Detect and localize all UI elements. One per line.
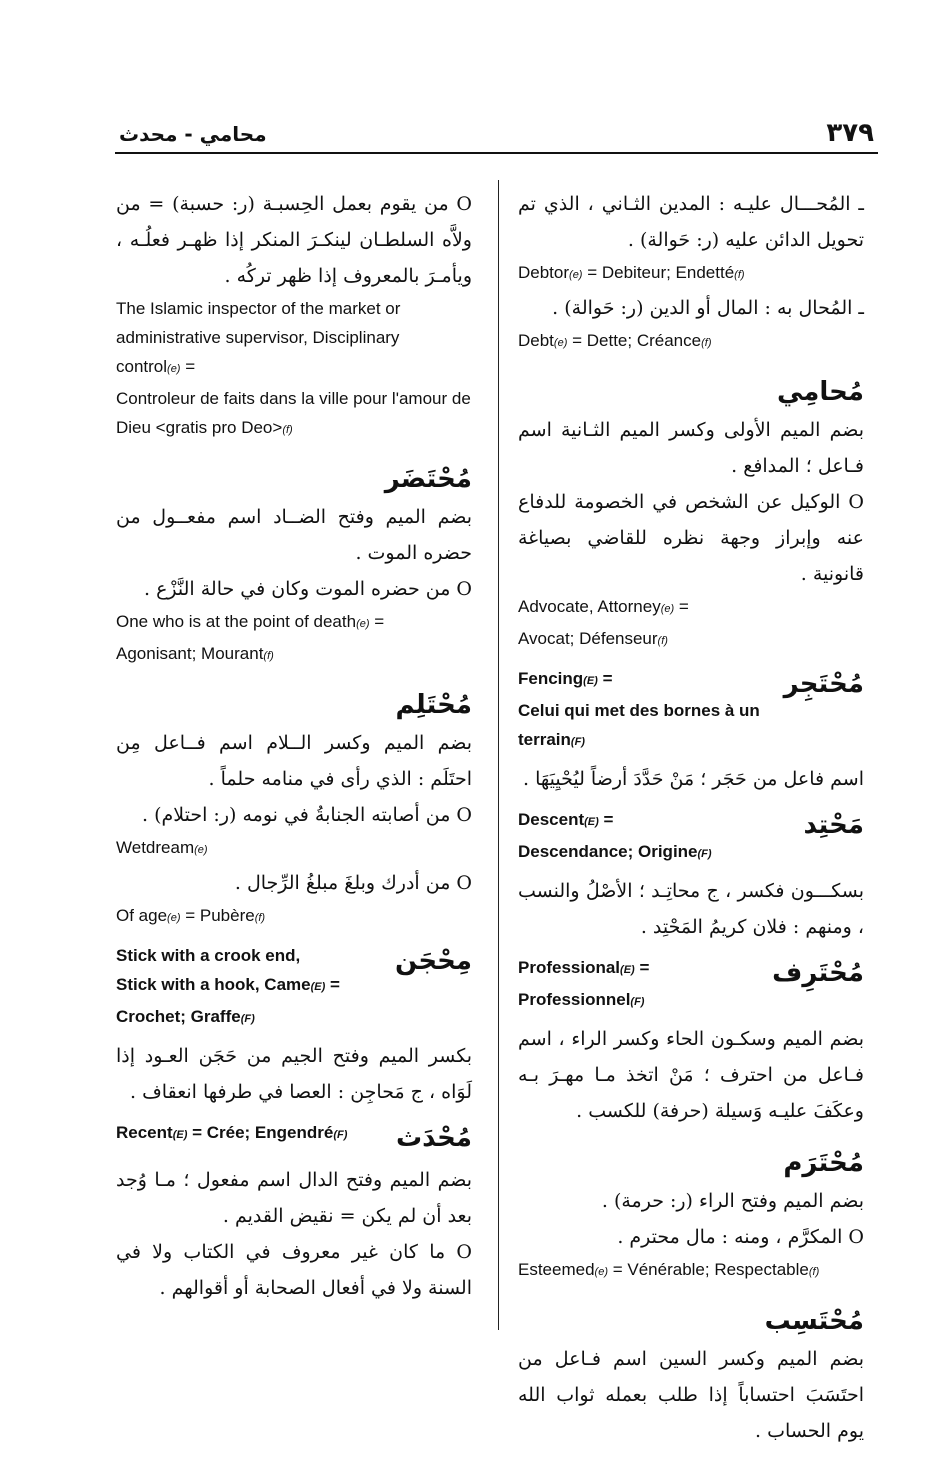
english-gloss — [116, 384, 472, 445]
arabic-definition: O ما كان غير معروف في الكتاب ولا في السنة ولا في أفعال الصحابة أو أقوالهم . — [116, 1241, 472, 1299]
english-gloss — [116, 352, 472, 384]
gloss-text: Stick with a hook, Came — [116, 975, 311, 994]
language-tag: (E) — [584, 816, 599, 828]
gloss-text: Professionnel — [518, 990, 631, 1009]
headword: مُحْتَرِف — [772, 958, 864, 988]
arabic-definition: بسكـــون فكسر ، ج محاتِـد ؛ الأصْلُ والنسب ، ومنهم : فلان كريمُ المَحْتِد . — [518, 880, 864, 938]
english-gloss — [518, 326, 864, 358]
english-gloss — [518, 985, 772, 1017]
left-column — [116, 186, 472, 1306]
english-gloss — [116, 607, 472, 639]
english-gloss — [518, 592, 864, 624]
headword: مُحْتَرَم — [783, 1148, 864, 1178]
language-tag: (e) — [167, 363, 181, 375]
english-gloss-block — [116, 941, 395, 1034]
english-gloss — [116, 639, 472, 671]
language-tag: (e) — [594, 1266, 608, 1278]
headword: مُحامِي — [776, 377, 864, 407]
language-tag: (E) — [172, 1129, 188, 1141]
english-gloss — [518, 696, 784, 757]
headword: مُحْدَث — [396, 1123, 472, 1153]
gloss-text: = Dette; Créance — [567, 331, 702, 350]
gloss-text: The Islamic inspector of the market or administrative supervisor, Disciplinary — [116, 299, 401, 347]
english-gloss — [518, 805, 804, 837]
gloss-text: Controleur de faits dans la ville pour l'amour de Dieu <gratis pro Deo> — [116, 389, 471, 437]
arabic-definition: بضم الميم وكسر السين اسم فـاعل من احتَسَبَ احتساباً إذا طلب بعمله ثواب الله يوم الحساب . — [518, 1348, 864, 1442]
gloss-text: Wetdream — [116, 838, 195, 857]
language-tag: (e) — [167, 912, 181, 924]
arabic-definition: بكسر الميم وفتح الجيم من حَجَن العـود إذا لَوَاه ، ج مَحاجِن : العصا في طرفها انعقاف . — [116, 1045, 472, 1103]
language-tag: (F) — [697, 848, 712, 860]
headword: مَحْتِد — [803, 810, 864, 840]
language-tag: (f) — [263, 650, 274, 662]
gloss-text: Professional — [518, 958, 621, 977]
arabic-definition: اسم فاعل من حَجَر ؛ مَنْ حَدَّدَ أرضاً ليُحْيِيَهَا . — [522, 768, 864, 790]
gloss-text: Descent — [518, 810, 585, 829]
gloss-text: Advocate, Attorney — [518, 597, 661, 616]
english-gloss — [116, 1002, 395, 1034]
headword: مُحْتَلِم — [395, 690, 472, 720]
english-gloss — [518, 953, 772, 985]
gloss-text: = Vénérable; Respectable — [608, 1260, 809, 1279]
gloss-text: Celui qui met des bornes à un terrain — [518, 701, 760, 749]
english-gloss-block — [116, 1118, 396, 1150]
english-gloss — [518, 837, 804, 869]
column-divider — [498, 180, 499, 1330]
language-tag: (F) — [570, 736, 585, 748]
english-gloss — [116, 1118, 396, 1150]
gloss-text: Stick with a crook end, — [116, 946, 301, 965]
gloss-text: = Debiteur; Endetté — [582, 263, 735, 282]
page-header — [115, 118, 878, 154]
entry-heading-row — [116, 1118, 472, 1158]
arabic-definition: بضم الميم وكسر الــلام اسم فــاعل مِن احتَلَم : الذي رأى في منامه حلماً . — [116, 732, 472, 790]
arabic-definition: بضم الميم الأولى وكسر الميم الثـانية اسم فـاعل ؛ المدافع . — [518, 419, 864, 477]
arabic-definition: بضم الميم وفتح الدال اسم مفعول ؛ مـا وُجد بعد أن لم يكن = نقيض القديم . — [116, 1169, 472, 1227]
english-gloss-block — [518, 805, 804, 869]
gloss-text: Of age — [116, 906, 168, 925]
entry-heading-row — [116, 941, 472, 1034]
gloss-text: Crochet; Graffe — [116, 1007, 241, 1026]
gloss-text: = — [180, 357, 196, 376]
entry-heading-row — [518, 805, 864, 869]
language-tag: (E) — [310, 981, 326, 993]
language-tag: (f) — [657, 635, 668, 647]
language-tag: (f) — [701, 337, 712, 349]
arabic-definition: O من أدرك وبلغَ مبلغُ الرِّجال . — [234, 872, 472, 894]
entry-heading-row — [518, 664, 864, 757]
gloss-text: = Crée; Engendré — [187, 1123, 334, 1142]
english-gloss — [518, 624, 864, 656]
language-tag: (F) — [630, 996, 645, 1008]
language-tag: (f) — [808, 1266, 820, 1278]
arabic-definition: بضم الميم وفتح الضــاد اسم مفعــول من حضره الموت . — [116, 506, 472, 564]
gloss-text: control — [116, 357, 168, 376]
gloss-text: = — [674, 597, 689, 616]
language-tag: (e) — [194, 844, 208, 856]
gloss-text: Fencing — [518, 669, 584, 688]
running-head: محامي - محدث — [119, 122, 267, 146]
language-tag: (E) — [583, 675, 598, 687]
arabic-definition: O من حضره الموت وكان في حالة النَّزْع . — [143, 578, 472, 600]
gloss-text: = — [598, 810, 614, 829]
language-tag: (F) — [240, 1013, 255, 1025]
english-gloss — [518, 1255, 864, 1287]
arabic-definition: ـ المُحال به : المال أو الدين (ر: حَوالة) . — [552, 297, 864, 319]
headword: مُحْتَجِر — [783, 669, 864, 699]
english-gloss — [518, 258, 864, 290]
english-gloss — [116, 294, 472, 352]
english-gloss-block — [518, 953, 772, 1017]
headword: مُحْتَسِب — [764, 1306, 864, 1336]
right-column — [518, 186, 864, 1449]
arabic-definition: بضم الميم وسكـون الحاء وكسر الراء ، اسم فـاعل من احترف ؛ مَنْ اتخذ مـا مهـرَ بـه وعكَفَ عليـه وَسيلة (حرفة) للكسب . — [518, 1028, 864, 1122]
gloss-text: Avocat; Défenseur — [518, 629, 658, 648]
language-tag: (E) — [620, 964, 635, 976]
arabic-definition: O من يقوم بعمل الحِسبـة (ر: حسبة) = من ولاَّه السلطـان لينكـرَ المنكر إذا ظهـر فعلُـه ، ويأمـرَ بالمعروف إذا ظهر تركُه . — [116, 193, 472, 287]
english-gloss-block — [518, 664, 784, 757]
gloss-text: = — [634, 958, 650, 977]
language-tag: (f) — [254, 912, 266, 924]
gloss-text: Debtor — [518, 263, 570, 282]
arabic-definition: O الوكيل عن الشخص في الخصومة للدفاع عنه وإبراز وجهة نظره للقاضي بصياغة قانونية . — [518, 491, 864, 585]
gloss-text: = — [369, 612, 385, 631]
arabic-definition: O من أصابته الجنابةُ في نومه (ر: احتلام) . — [142, 804, 472, 826]
gloss-text: = — [597, 669, 613, 688]
language-tag: (e) — [660, 603, 675, 615]
headword: مِحْجَن — [395, 946, 472, 976]
headword: مُحْتَضَر — [384, 464, 472, 494]
gloss-text: Descendance; Origine — [518, 842, 698, 861]
gloss-text: Debt — [518, 331, 554, 350]
gloss-text: Recent — [116, 1123, 173, 1142]
language-tag: (e) — [553, 337, 568, 349]
arabic-definition: بضم الميم وفتح الراء (ر: حرمة) . — [601, 1190, 864, 1212]
gloss-text: One who is at the point of death — [116, 612, 357, 631]
gloss-text: Agonisant; Mourant — [116, 644, 264, 663]
arabic-definition: ـ المُحـــال عليـه : المدين الثـاني ، الذي تم تحويل الدائن عليه (ر: حَوالة) . — [518, 193, 864, 251]
gloss-text: = — [325, 975, 340, 994]
gloss-text: Esteemed — [518, 1260, 595, 1279]
language-tag: (e) — [569, 269, 583, 281]
english-gloss — [116, 901, 472, 933]
arabic-definition: O المكرَّم ، ومنه : مال محترم . — [617, 1226, 864, 1248]
english-gloss — [116, 833, 472, 865]
language-tag: (f) — [734, 269, 745, 281]
entry-heading-row — [518, 953, 864, 1017]
english-gloss — [116, 941, 395, 970]
gloss-text: = Pubère — [180, 906, 255, 925]
english-gloss — [518, 664, 784, 696]
language-tag: (e) — [356, 618, 370, 630]
english-gloss — [116, 970, 395, 1002]
language-tag: (f) — [282, 424, 293, 436]
language-tag: (F) — [333, 1129, 348, 1141]
page-number: ٣٧٩ — [826, 118, 874, 148]
